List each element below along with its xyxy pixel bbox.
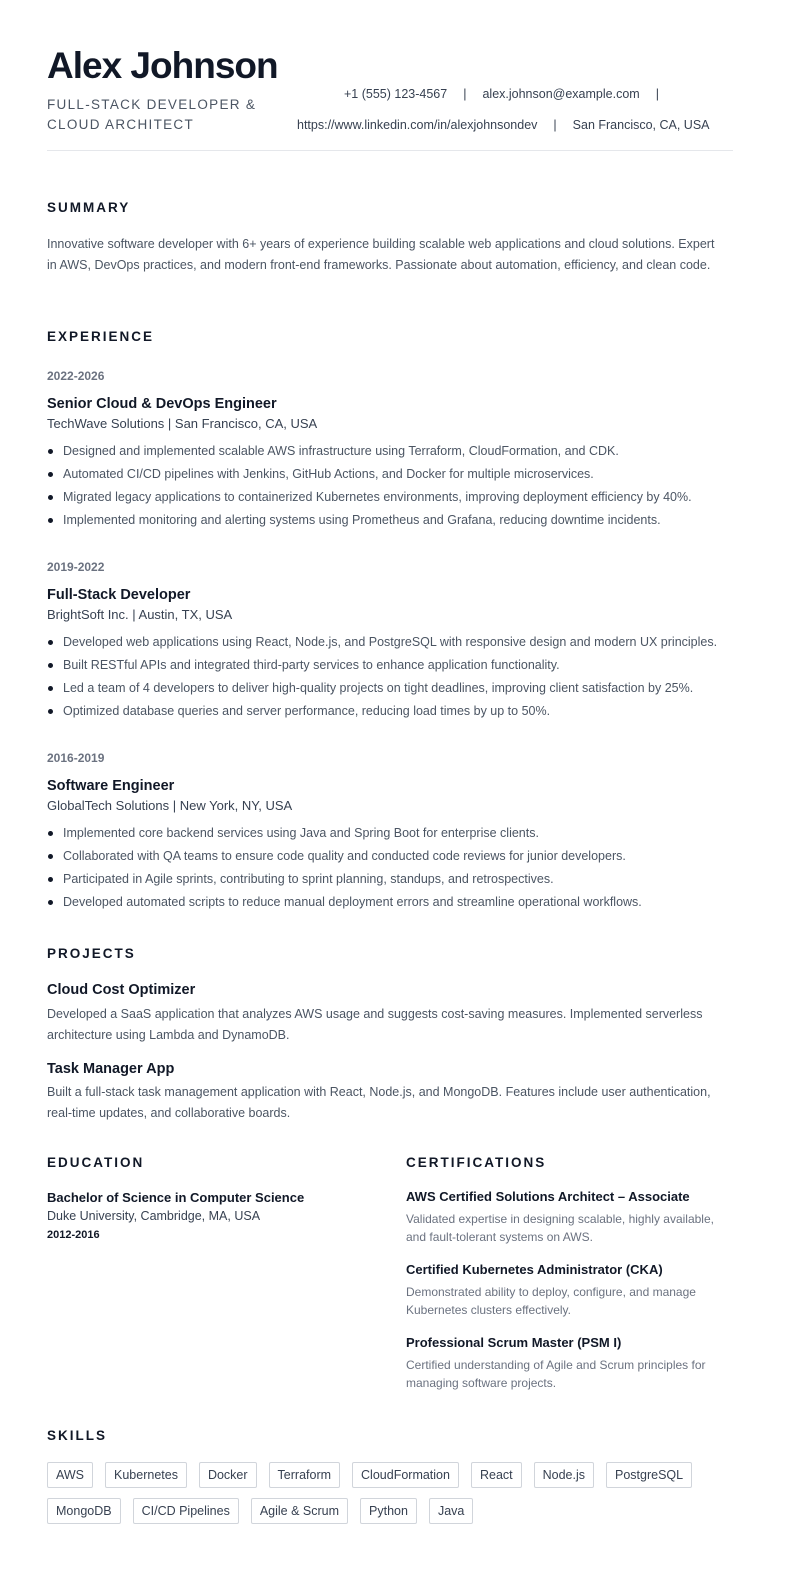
job-title: Software Engineer <box>47 778 175 794</box>
certification-item <box>406 1261 736 1319</box>
location: San Francisco, CA, USA <box>572 118 710 132</box>
education-heading: EDUCATION <box>47 1155 145 1170</box>
skill-chip: CloudFormation <box>352 1462 459 1488</box>
bullet-item: Participated in Agile sprints, contributing to sprint planning, standups, and retrospectives. <box>47 868 733 891</box>
skill-chip: Docker <box>199 1462 257 1488</box>
bullet-item: Built RESTful APIs and integrated third-party services to enhance application functionality. <box>47 654 733 677</box>
certifications-section <box>406 1155 736 1407</box>
summary-text: Innovative software developer with 6+ years of experience building scalable web applications and cloud solutions. Expert in AWS, DevOps practices, and modern front-end frameworks. Passionate about automation, efficiency, and clean code. <box>47 237 715 272</box>
education-years: 2012-2016 <box>47 1229 100 1241</box>
job-bullets <box>47 440 733 532</box>
skill-chip: PostgreSQL <box>606 1462 692 1488</box>
bullet-item: Developed automated scripts to reduce manual deployment errors and streamline operational workflows. <box>47 891 733 914</box>
separator: | <box>463 87 467 101</box>
resume-header <box>47 0 733 151</box>
certification-name: Professional Scrum Master (PSM I) <box>406 1335 622 1350</box>
job-title: Senior Cloud & DevOps Engineer <box>47 396 277 412</box>
bullet-item: Developed web applications using React, Node.js, and PostgreSQL with responsive design and modern UX principles. <box>47 631 733 654</box>
job-bullets <box>47 631 733 723</box>
bullet-item: Implemented monitoring and alerting systems using Prometheus and Grafana, reducing downtime incidents. <box>47 509 733 532</box>
job-bullets <box>47 822 733 914</box>
certifications-heading: CERTIFICATIONS <box>406 1155 547 1170</box>
skill-chip: CI/CD Pipelines <box>133 1498 239 1524</box>
project-description: Developed a SaaS application that analyzes AWS usage and suggests cost-saving measures. Implemented serverless architecture using Lambda and DynamoDB. <box>47 1007 703 1042</box>
phone-number[interactable]: +1 (555) 123-4567 <box>344 87 448 101</box>
job-company: GlobalTech Solutions | New York, NY, USA <box>47 798 293 813</box>
certification-item <box>406 1188 736 1246</box>
job-dates: 2016-2019 <box>47 751 105 765</box>
job-dates: 2019-2022 <box>47 560 105 574</box>
skill-chip: MongoDB <box>47 1498 121 1524</box>
skill-chip: Terraform <box>269 1462 340 1488</box>
job-company: TechWave Solutions | San Francisco, CA, USA <box>47 416 318 431</box>
skill-chip: AWS <box>47 1462 93 1488</box>
project-description: Built a full-stack task management application with React, Node.js, and MongoDB. Features include user authentication, real-time updates, and collaborative boards. <box>47 1085 711 1120</box>
bullet-item: Designed and implemented scalable AWS infrastructure using Terraform, CloudFormation, and CDK. <box>47 440 733 463</box>
certification-item <box>406 1334 736 1392</box>
bullet-item: Automated CI/CD pipelines with Jenkins, GitHub Actions, and Docker for multiple microservices. <box>47 463 733 486</box>
bullet-item: Implemented core backend services using Java and Spring Boot for enterprise clients. <box>47 822 733 845</box>
certification-description: Validated expertise in designing scalable, highly available, and fault-tolerant systems on AWS. <box>406 1212 714 1244</box>
project-name: Cloud Cost Optimizer <box>47 982 196 998</box>
education-section <box>47 1155 377 1241</box>
certification-name: AWS Certified Solutions Architect – Associate <box>406 1189 690 1204</box>
candidate-name: Alex Johnson <box>47 45 278 86</box>
separator: | <box>655 87 659 101</box>
linkedin-link[interactable]: https://www.linkedin.com/in/alexjohnsondev <box>297 118 538 132</box>
project-name: Task Manager App <box>47 1061 175 1077</box>
bullet-item: Led a team of 4 developers to deliver high-quality projects on tight deadlines, improving client satisfaction by 25%. <box>47 677 733 700</box>
skill-chip: Agile & Scrum <box>251 1498 348 1524</box>
certification-description: Demonstrated ability to deploy, configure, and manage Kubernetes clusters effectively. <box>406 1285 696 1317</box>
skill-chip: Python <box>360 1498 417 1524</box>
separator: | <box>553 118 557 132</box>
skill-chip: Node.js <box>534 1462 594 1488</box>
email-link[interactable]: alex.johnson@example.com <box>482 87 640 101</box>
bullet-item: Collaborated with QA teams to ensure code quality and conducted code reviews for junior developers. <box>47 845 733 868</box>
certification-name: Certified Kubernetes Administrator (CKA) <box>406 1262 663 1277</box>
projects-heading: PROJECTS <box>47 946 136 961</box>
certification-description: Certified understanding of Agile and Scrum principles for managing software projects. <box>406 1358 706 1390</box>
skill-chip: Kubernetes <box>105 1462 187 1488</box>
summary-heading: SUMMARY <box>47 200 131 215</box>
candidate-role: FULL-STACK DEVELOPER & CLOUD ARCHITECT <box>47 97 257 132</box>
skills-list <box>47 1462 733 1524</box>
bullet-item: Optimized database queries and server performance, reducing load times by up to 50%. <box>47 700 733 723</box>
education-school: Duke University, Cambridge, MA, USA <box>47 1209 261 1223</box>
job-title: Full-Stack Developer <box>47 587 191 603</box>
bullet-item: Migrated legacy applications to containerized Kubernetes environments, improving deployment efficiency by 40%. <box>47 486 733 509</box>
skill-chip: Java <box>429 1498 473 1524</box>
skill-chip: React <box>471 1462 522 1488</box>
education-degree: Bachelor of Science in Computer Science <box>47 1190 305 1205</box>
experience-heading: EXPERIENCE <box>47 329 155 344</box>
job-company: BrightSoft Inc. | Austin, TX, USA <box>47 607 233 622</box>
job-dates: 2022-2026 <box>47 369 105 383</box>
resume-page <box>47 0 733 1518</box>
skills-heading: SKILLS <box>47 1428 108 1443</box>
